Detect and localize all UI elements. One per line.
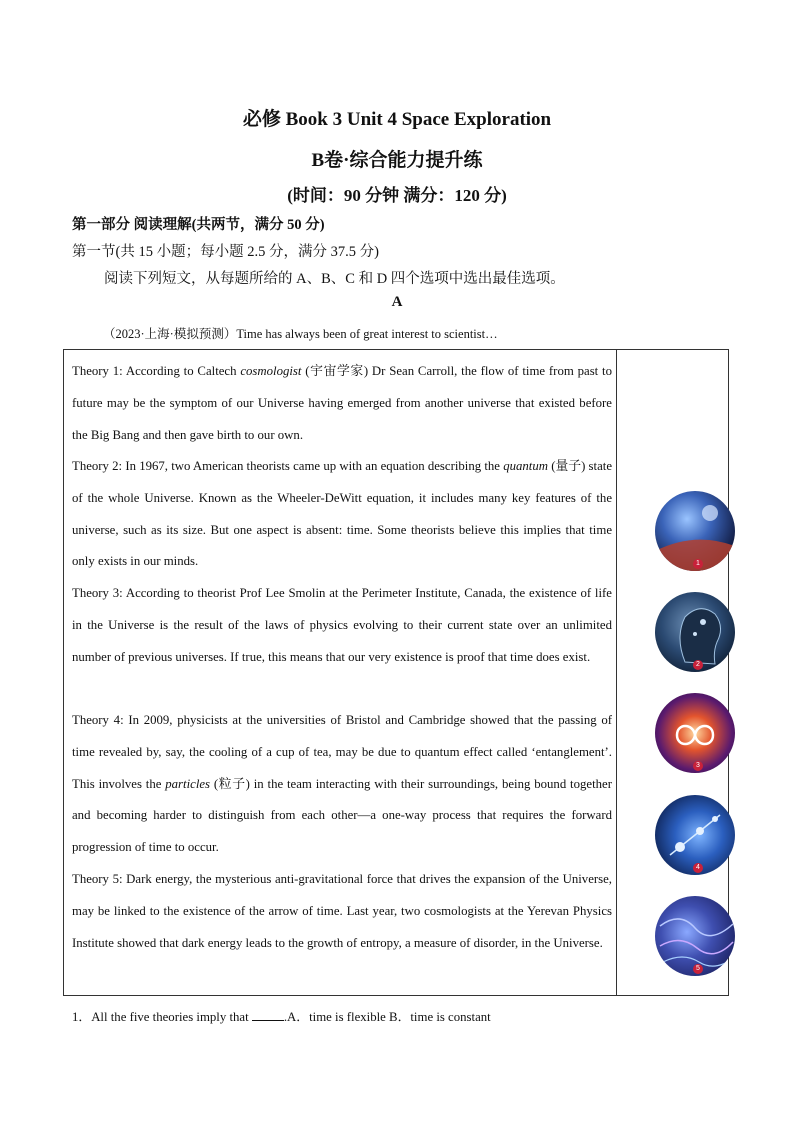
passage-label: A	[391, 294, 403, 310]
image-number-3: 3	[693, 761, 703, 771]
instruction-text: 阅读下列短文，从每题所给的 A、B、C 和 D 四个选项中选出最佳选项。	[104, 271, 565, 287]
document-title: 必修 Book 3 Unit 4 Space Exploration	[242, 109, 552, 130]
passage-source: （2023·上海·模拟预测）Time has always been of great interest to scientist…	[103, 327, 498, 341]
image-number-1: 1	[693, 559, 703, 569]
image-number-5: 5	[693, 964, 703, 974]
theory-1: Theory 1: According to Caltech cosmologist (宇宙学家) Dr Sean Carroll, the flow of time from past to future may be the symptom of our Universe having emerged from another universe that existed before the Big Bang and then gave birth to our own.	[72, 364, 612, 442]
subsection-heading: 第一节(共 15 小题；每小题 2.5 分，满分 37.5 分)	[72, 244, 379, 260]
infinity-illustration-3	[655, 693, 735, 773]
question-1: 1．All the five theories imply that .A．time is flexible B．time is constant	[72, 1010, 491, 1024]
document-subtitle: B卷·综合能力提升练	[311, 150, 483, 171]
particles-illustration-4	[655, 795, 735, 875]
table-divider	[616, 349, 617, 996]
human-head-illustration-2	[655, 592, 735, 672]
image-number-2: 2	[693, 660, 703, 670]
dark-energy-illustration-5	[655, 896, 735, 976]
theory-3: Theory 3: According to theorist Prof Lee Smolin at the Perimeter Institute, Canada, the existence of life in the Universe is the result of the laws of physics evolving to their current state over an unlimited number of previous universes. If true, this means that our very existence is proof that time does exist.	[72, 586, 612, 664]
universe-illustration-1	[655, 491, 735, 571]
section-heading: 第一部分 阅读理解(共两节，满分 50 分)	[72, 217, 325, 233]
image-number-4: 4	[693, 863, 703, 873]
theory-2: Theory 2: In 1967, two American theorists came up with an equation describing the quantum (量子) state of the whole Universe. Known as the Wheeler-DeWitt equation, it includes many key features of the universe, such as its size. But one aspect is absent: time. Some theorists believe this implies that time only exists in our minds.	[72, 459, 613, 569]
theory-4: Theory 4: In 2009, physicists at the universities of Bristol and Cambridge showed that the passing of time revealed by, say, the cooling of a cup of tea, may be due to quantum effect called ‘entanglement’. This involves the particles (粒子) in the team interacting with their surroundings, being bound together and becoming harder to distinguish from each other—a one-way process that requires the forward progression of time to occur.	[72, 713, 612, 855]
answer-blank	[252, 1009, 284, 1021]
time-info: (时间：90 分钟 满分：120 分)	[287, 186, 507, 205]
theory-5: Theory 5: Dark energy, the mysterious anti-gravitational force that drives the expansion of the Universe, may be linked to the existence of the arrow of time. Last year, two cosmologists at the Yerevan Physics Institute showed that dark energy leads to the growth of entropy, a measure of disorder, in the Universe.	[72, 872, 612, 950]
